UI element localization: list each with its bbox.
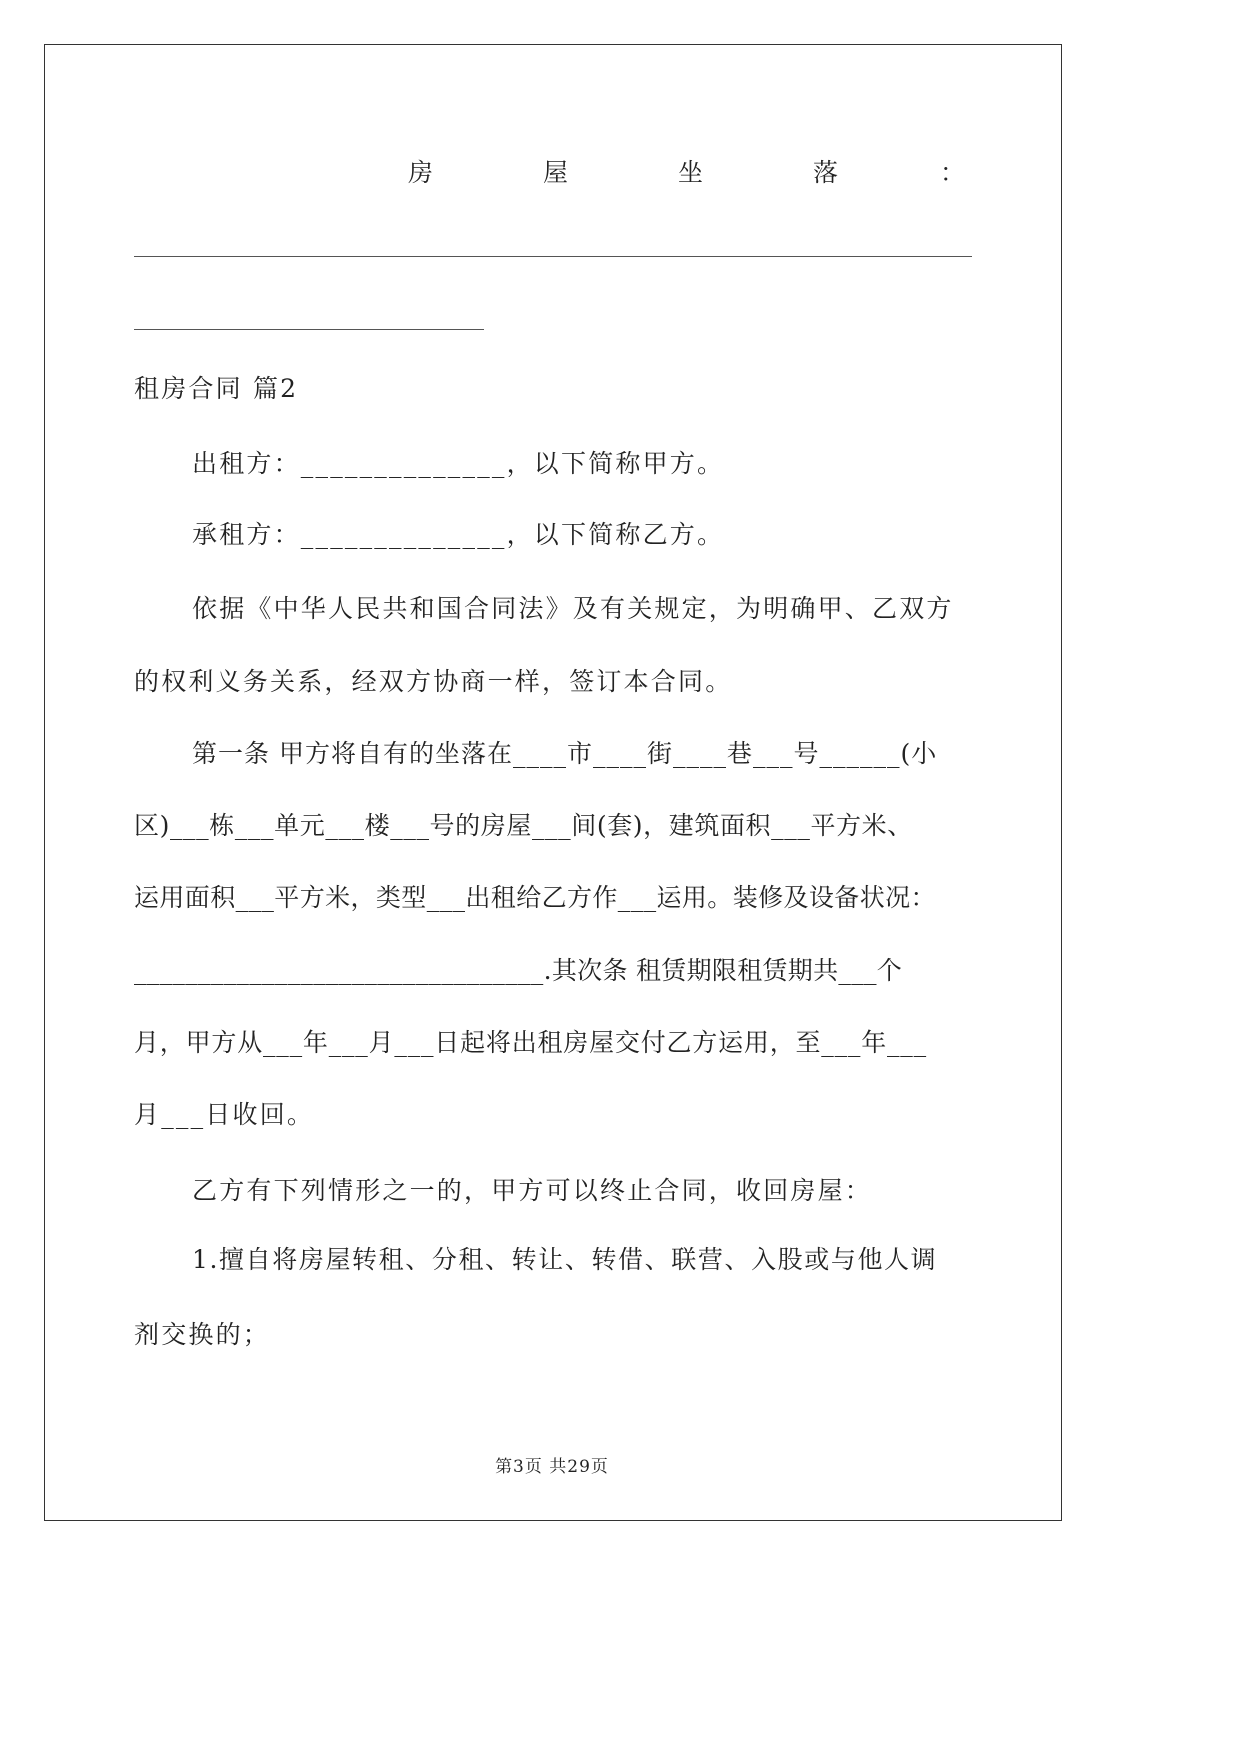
paragraph-line: 承租方：______________，以下简称乙方。 [192, 520, 725, 549]
paragraph-line: 运用面积___平方米，类型___出租给乙方作___运用。装修及设备状况： [134, 883, 936, 912]
heading-char: 坐 [678, 158, 704, 187]
paragraph-line: ________________________________.其次条 租赁期限租赁期共___个 [134, 956, 903, 985]
paragraph-line: 月___日收回。 [134, 1100, 315, 1129]
paragraph-line: 区)___栋___单元___楼___号的房屋___间(套)，建筑面积___平方米、 [134, 811, 913, 840]
paragraph-line: 乙方有下列情形之一的，甲方可以终止合同，收回房屋： [192, 1176, 873, 1205]
section-title: 租房合同 篇2 [134, 374, 299, 403]
heading-char: 屋 [543, 158, 569, 187]
paragraph-line: 的权利义务关系，经双方协商一样，签订本合同。 [134, 667, 733, 696]
page-border [44, 44, 1062, 1521]
heading-char: 房 [408, 158, 434, 187]
paragraph-line: 第一条 甲方将自有的坐落在____市____街____巷___号______(小 [192, 739, 938, 768]
heading-char: 落 [813, 158, 839, 187]
paragraph-line: 剂交换的； [134, 1320, 271, 1349]
paragraph-line: 依据《中华人民共和国合同法》及有关规定，为明确甲、乙双方 [192, 594, 954, 623]
paragraph-line: 月，甲方从___年___月___日起将出租房屋交付乙方运用，至___年___ [134, 1028, 927, 1057]
page-footer: 第3页 共29页 [495, 1457, 609, 1477]
blank-rule [134, 329, 484, 330]
paragraph-line: 出租方：______________，以下简称甲方。 [192, 449, 725, 478]
blank-rule [134, 256, 972, 257]
heading-colon: ： [940, 158, 966, 187]
paragraph-line: 1.擅自将房屋转租、分租、转让、转借、联营、入股或与他人调 [192, 1245, 938, 1274]
